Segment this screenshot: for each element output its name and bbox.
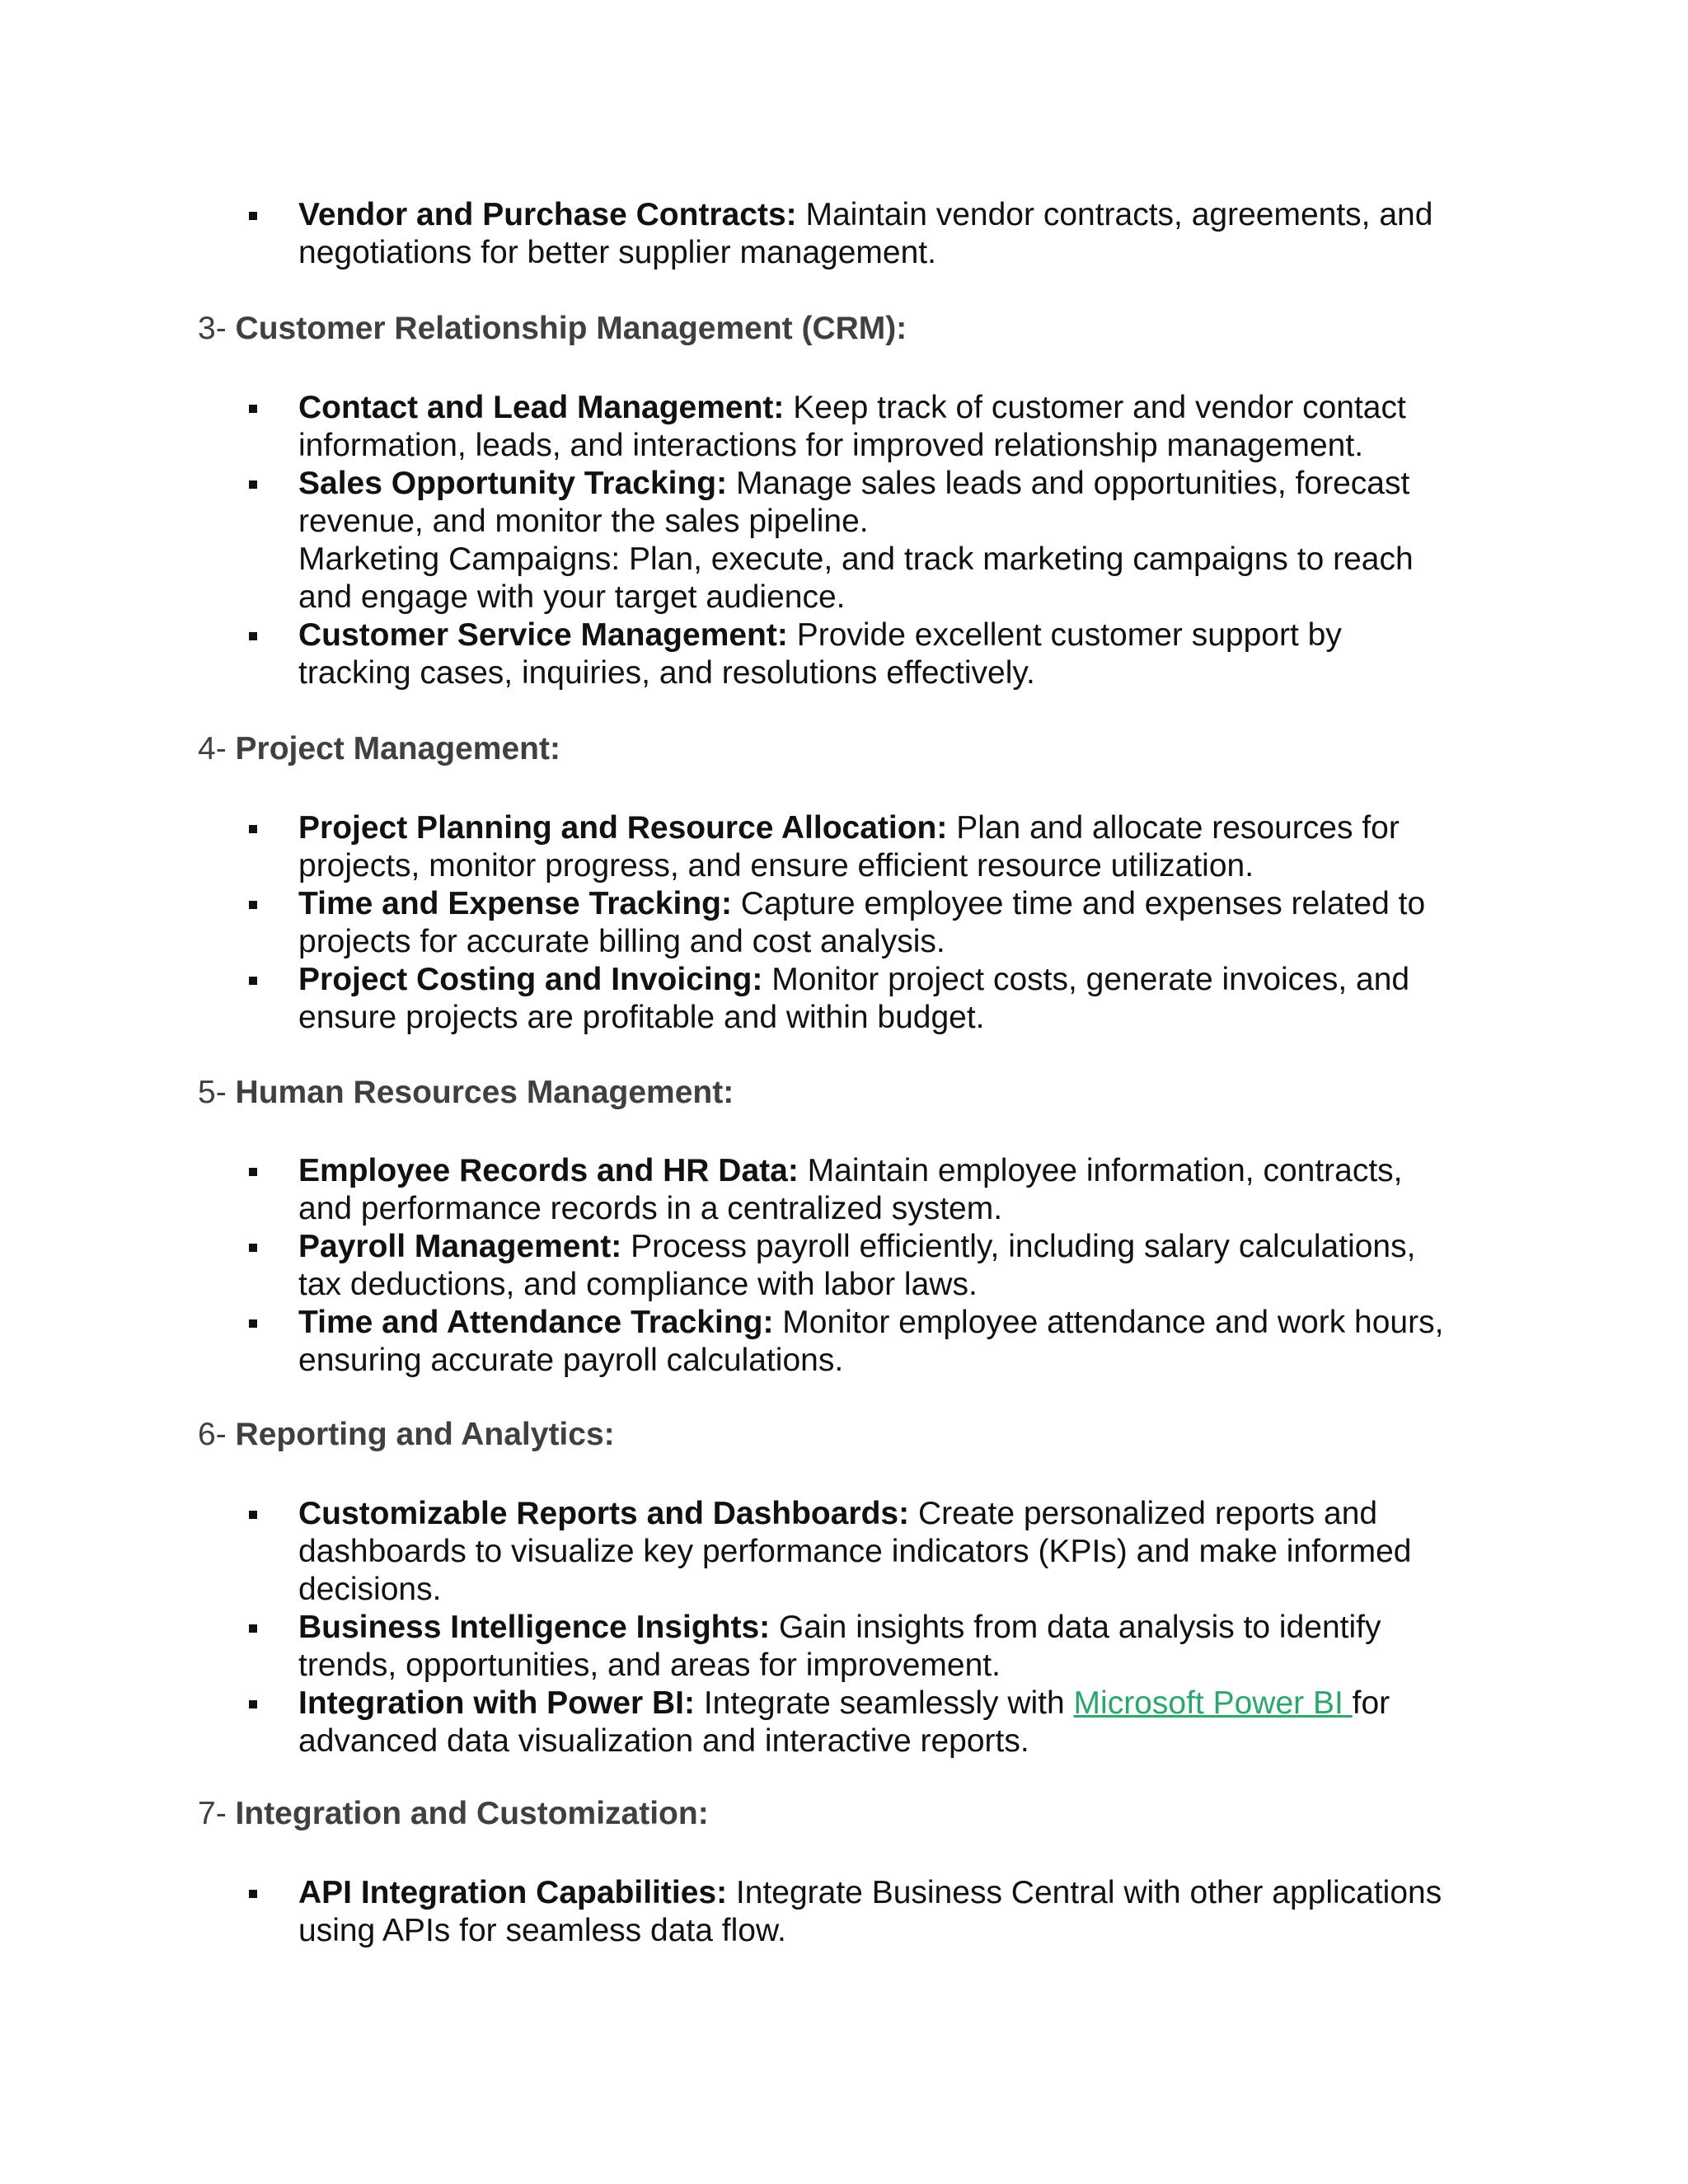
section-heading-crm bbox=[198, 310, 907, 348]
bullet-marker bbox=[249, 825, 257, 833]
bullet-marker bbox=[249, 1624, 257, 1633]
item-text: Monitor project costs, generate invoices, and bbox=[762, 962, 1410, 997]
item-term: API Integration Capabilities: bbox=[298, 1875, 728, 1910]
bullet-list-human-resources bbox=[0, 1152, 1510, 1380]
bullet-marker bbox=[249, 632, 257, 640]
section-heading-human-resources bbox=[198, 1074, 734, 1112]
bullet-marker bbox=[249, 1511, 257, 1519]
section-number: 7- bbox=[198, 1796, 227, 1831]
item-text: decisions. bbox=[298, 1572, 442, 1607]
item-text: trends, opportunities, and areas for improvement. bbox=[298, 1647, 1001, 1683]
item-text: ensure projects are profitable and within budget. bbox=[298, 1000, 985, 1035]
bullet-marker bbox=[249, 977, 257, 985]
list-item bbox=[0, 465, 1510, 616]
item-text: Maintain employee information, contracts, bbox=[798, 1153, 1403, 1188]
list-item bbox=[0, 1228, 1510, 1304]
list-item bbox=[0, 616, 1510, 692]
item-term: Time and Attendance Tracking: bbox=[298, 1305, 774, 1340]
section-title: Project Management: bbox=[235, 731, 560, 766]
section-number: 3- bbox=[198, 311, 227, 346]
bullet-marker bbox=[249, 901, 257, 909]
bullet-list-project-management bbox=[0, 809, 1510, 1037]
item-text: Integrate seamlessly with bbox=[695, 1685, 1074, 1721]
item-term: Employee Records and HR Data: bbox=[298, 1153, 799, 1188]
item-text: Process payroll efficiently, including salary calculations, bbox=[621, 1229, 1416, 1264]
list-item bbox=[0, 809, 1510, 885]
item-term: Customizable Reports and Dashboards: bbox=[298, 1496, 910, 1531]
item-text: and engage with your target audience. bbox=[298, 579, 846, 615]
section-title: Human Resources Management: bbox=[235, 1075, 734, 1110]
item-text: Create personalized reports and bbox=[909, 1496, 1378, 1531]
section-heading-integration-customization bbox=[198, 1795, 709, 1833]
item-text: dashboards to visualize key performance indicators (KPIs) and make informed bbox=[298, 1534, 1412, 1569]
bullet-list-top bbox=[0, 196, 1510, 272]
list-item bbox=[0, 1874, 1510, 1950]
item-text: and performance records in a centralized system. bbox=[298, 1191, 1003, 1226]
section-title: Customer Relationship Management (CRM): bbox=[235, 311, 907, 346]
section-title: Reporting and Analytics: bbox=[235, 1417, 615, 1452]
item-term: Project Costing and Invoicing: bbox=[298, 962, 763, 997]
list-item bbox=[0, 1152, 1510, 1228]
list-item bbox=[0, 1304, 1510, 1380]
item-term: Integration with Power BI: bbox=[298, 1685, 696, 1721]
bullet-list-reporting-analytics bbox=[0, 1495, 1510, 1760]
item-term: Business Intelligence Insights: bbox=[298, 1610, 771, 1645]
item-text: information, leads, and interactions for improved relationship management. bbox=[298, 428, 1364, 463]
list-item bbox=[0, 961, 1510, 1037]
section-number: 5- bbox=[198, 1075, 227, 1110]
list-item bbox=[0, 1609, 1510, 1685]
item-text: for bbox=[1352, 1685, 1390, 1721]
item-term: Contact and Lead Management: bbox=[298, 390, 785, 425]
bullet-marker bbox=[249, 1244, 257, 1252]
list-item bbox=[0, 196, 1510, 272]
section-heading-reporting-analytics bbox=[198, 1416, 615, 1454]
item-text: Keep track of customer and vendor contact bbox=[784, 390, 1406, 425]
list-item bbox=[0, 389, 1510, 465]
item-text: Plan and allocate resources for bbox=[947, 810, 1400, 846]
item-text: negotiations for better supplier management. bbox=[298, 235, 936, 270]
bullet-marker bbox=[249, 405, 257, 413]
microsoft-power-bi-link[interactable]: Microsoft Power BI bbox=[1073, 1685, 1353, 1721]
bullet-list-integration-customization bbox=[0, 1874, 1510, 1950]
section-heading-project-management bbox=[198, 730, 560, 768]
item-text: Marketing Campaigns: Plan, execute, and track marketing campaigns to reach bbox=[298, 541, 1414, 577]
item-text: revenue, and monitor the sales pipeline. bbox=[298, 504, 869, 539]
bullet-marker bbox=[249, 1890, 257, 1898]
bullet-marker bbox=[249, 480, 257, 489]
item-term: Payroll Management: bbox=[298, 1229, 622, 1264]
item-term: Time and Expense Tracking: bbox=[298, 886, 732, 921]
section-title: Integration and Customization: bbox=[235, 1796, 709, 1831]
item-text: projects for accurate billing and cost analysis. bbox=[298, 924, 945, 959]
item-text: Integrate Business Central with other applications bbox=[727, 1875, 1442, 1910]
list-item bbox=[0, 1685, 1510, 1760]
bullet-list-crm bbox=[0, 389, 1510, 692]
item-text: Gain insights from data analysis to identify bbox=[770, 1610, 1381, 1645]
item-text: tracking cases, inquiries, and resolutions effectively. bbox=[298, 655, 1035, 691]
bullet-marker bbox=[249, 212, 257, 220]
item-text: using APIs for seamless data flow. bbox=[298, 1913, 786, 1948]
item-text: ensuring accurate payroll calculations. bbox=[298, 1343, 844, 1378]
item-term: Project Planning and Resource Allocation: bbox=[298, 810, 948, 846]
bullet-marker bbox=[249, 1168, 257, 1176]
item-text: projects, monitor progress, and ensure efficient resource utilization. bbox=[298, 848, 1254, 883]
item-text: advanced data visualization and interactive reports. bbox=[298, 1723, 1029, 1759]
bullet-marker bbox=[249, 1319, 257, 1328]
item-text: Manage sales leads and opportunities, forecast bbox=[727, 466, 1410, 501]
item-text: Capture employee time and expenses related to bbox=[731, 886, 1426, 921]
item-text: Provide excellent customer support by bbox=[787, 617, 1342, 653]
item-term: Sales Opportunity Tracking: bbox=[298, 466, 728, 501]
item-text: Monitor employee attendance and work hours, bbox=[773, 1305, 1444, 1340]
bullet-marker bbox=[249, 1700, 257, 1708]
item-text: Maintain vendor contracts, agreements, and bbox=[796, 197, 1433, 232]
section-number: 6- bbox=[198, 1417, 227, 1452]
item-term: Vendor and Purchase Contracts: bbox=[298, 197, 797, 232]
list-item bbox=[0, 885, 1510, 961]
list-item bbox=[0, 1495, 1510, 1609]
section-number: 4- bbox=[198, 731, 227, 766]
item-term: Customer Service Management: bbox=[298, 617, 788, 653]
item-text: tax deductions, and compliance with labor laws. bbox=[298, 1267, 978, 1302]
